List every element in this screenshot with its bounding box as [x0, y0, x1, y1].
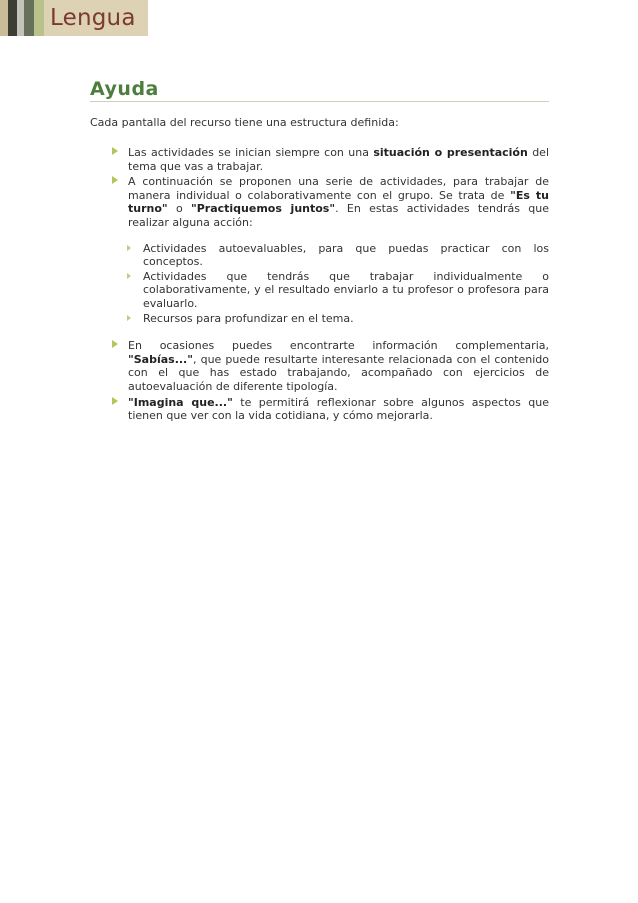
item-bold-text: "Imagina que..." — [128, 395, 233, 409]
item-bold-text: "Sabías..." — [128, 352, 193, 366]
list-item — [128, 146, 549, 173]
banner-stripe — [24, 0, 34, 36]
small-triangle-bullet-icon — [127, 315, 131, 321]
item-text: , que puede resultarte interesante relacionada con el contenido con el que has estado trabajando, acompañado con ejercicios de autoevaluación de diferente tipología. — [128, 352, 549, 393]
item-bold-text: "Es tu turno" — [128, 188, 549, 216]
item-bold-text: "Practiquemos juntos" — [190, 202, 336, 216]
item-text: . En estas actividades tendrás que realizar alguna acción: — [128, 202, 549, 229]
banner-stripe — [34, 0, 44, 36]
item-bold-text: situación o presentación — [373, 146, 528, 159]
triangle-bullet-icon — [112, 397, 118, 405]
sub-list-item — [143, 270, 549, 311]
triangle-bullet-icon — [112, 176, 118, 184]
list-item — [128, 175, 549, 325]
list-item — [128, 339, 549, 393]
item-text: A continuación se proponen una serie de actividades, para trabajar de manera individual o colaborativamente con el grupo. Se trata de — [128, 175, 549, 202]
banner-stripe — [0, 0, 8, 36]
sub-list-item — [143, 242, 549, 269]
page-title: Ayuda — [90, 78, 549, 102]
sub-item-text: Recursos para profundizar en el tema. — [143, 311, 354, 325]
item-text: te permitirá reflexionar sobre algunos aspectos que tienen que ver con la vida cotidiana, y cómo mejorarla. — [128, 395, 550, 423]
banner-stripe — [17, 0, 24, 36]
structure-list — [90, 146, 549, 423]
item-text: o — [167, 202, 191, 216]
small-triangle-bullet-icon — [127, 245, 131, 251]
list-item — [128, 396, 549, 423]
item-text: del tema que vas a trabajar. — [128, 146, 550, 173]
item-text: En ocasiones puedes encontrarte información complementaria, — [128, 339, 549, 353]
sub-list-item — [143, 312, 549, 326]
header-banner — [0, 0, 148, 36]
banner-title: Lengua — [50, 5, 136, 31]
activity-sublist — [128, 242, 549, 326]
intro-text: Cada pantalla del recurso tiene una estructura definida: — [90, 116, 399, 129]
triangle-bullet-icon — [112, 340, 118, 348]
main-content — [90, 78, 549, 425]
sub-item-text: Actividades que tendrás que trabajar individualmente o colaborativamente, y el resultado enviarlo a tu profesor o profesora para evaluarlo. — [143, 269, 549, 310]
sub-item-text: Actividades autoevaluables, para que puedas practicar con los conceptos. — [143, 241, 549, 269]
item-text: Las actividades se inician siempre con una — [128, 146, 374, 159]
triangle-bullet-icon — [112, 147, 118, 155]
banner-stripe — [8, 0, 17, 36]
small-triangle-bullet-icon — [127, 273, 131, 279]
